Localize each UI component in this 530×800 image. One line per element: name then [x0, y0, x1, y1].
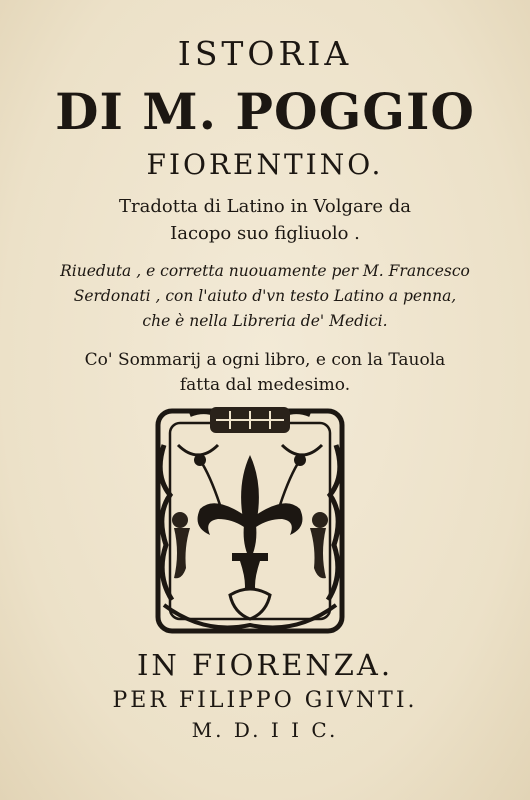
- imprint-city: IN FIORENZA.: [136, 648, 394, 682]
- title-fiorentino: FIORENTINO.: [146, 148, 384, 181]
- revision-note-line-1: Riueduta , e corretta nuouamente per M. Francesco: [60, 262, 470, 280]
- revision-note-line-3: che è nella Libreria de' Medici.: [142, 312, 388, 330]
- summary-note-line-2: fatta dal medesimo.: [179, 375, 351, 395]
- title-istoria: ISTORIA: [177, 34, 353, 73]
- title-author: DI M. POGGIO: [55, 82, 475, 141]
- imprint-printer: PER FILIPPO GIVNTI.: [112, 688, 418, 713]
- giunti-fleur-de-lis-device-icon: [150, 405, 350, 635]
- imprint-year: M. D. I I C.: [191, 718, 339, 742]
- revision-note-line-2: Serdonati , con l'aiuto d'vn testo Latino a penna,: [73, 287, 457, 305]
- translation-note-line-1: Tradotta di Latino in Volgare da: [119, 196, 411, 217]
- translation-note-line-2: Iacopo suo figliuolo .: [170, 223, 360, 244]
- summary-note-line-1: Co' Sommarij a ogni libro, e con la Tauola: [84, 350, 446, 370]
